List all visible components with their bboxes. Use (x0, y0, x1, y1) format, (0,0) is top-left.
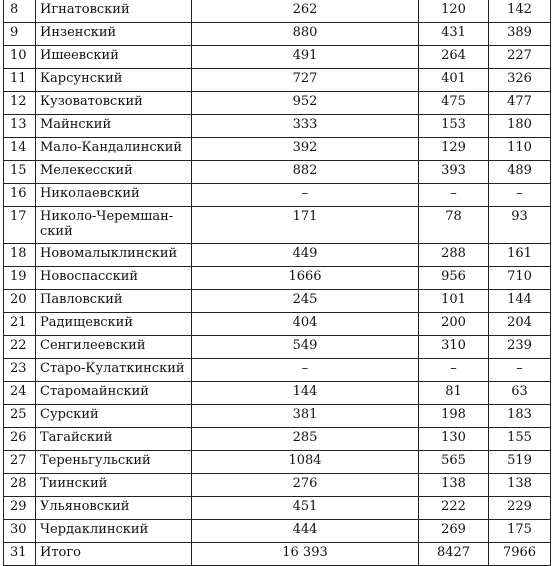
total-value-cell: 880 (192, 23, 419, 46)
first-value-cell: 310 (419, 336, 489, 359)
first-value-cell: 956 (419, 267, 489, 290)
second-value-cell: – (489, 184, 551, 207)
table-row (4, 46, 551, 69)
first-value-cell: 264 (419, 46, 489, 69)
district-name-cell: Инзенский (36, 23, 192, 46)
row-number-cell: 8 (4, 0, 36, 23)
district-name-cell: Новоспасский (36, 267, 192, 290)
second-value-cell: – (489, 359, 551, 382)
district-name-cell: Игнатовский (36, 0, 192, 23)
row-number-cell: 26 (4, 428, 36, 451)
row-number-cell: 29 (4, 497, 36, 520)
row-number-cell: 31 (4, 543, 36, 566)
table-row (4, 115, 551, 138)
second-value-cell: 93 (489, 207, 551, 244)
district-name-cell: Мелекесский (36, 161, 192, 184)
total-value-cell: 549 (192, 336, 419, 359)
district-name-cell: Майнский (36, 115, 192, 138)
table-row (4, 69, 551, 92)
first-value-cell: 8427 (419, 543, 489, 566)
total-value-cell: 392 (192, 138, 419, 161)
row-number-cell: 12 (4, 92, 36, 115)
table-row (4, 184, 551, 207)
first-value-cell: 129 (419, 138, 489, 161)
table-row (4, 543, 551, 566)
table-row (4, 336, 551, 359)
total-value-cell: 276 (192, 474, 419, 497)
table-row (4, 474, 551, 497)
first-value-cell: 200 (419, 313, 489, 336)
total-value-cell: 952 (192, 92, 419, 115)
second-value-cell: 477 (489, 92, 551, 115)
first-value-cell: 288 (419, 244, 489, 267)
row-number-cell: 10 (4, 46, 36, 69)
first-value-cell: 101 (419, 290, 489, 313)
row-number-cell: 13 (4, 115, 36, 138)
district-name-cell: Чердаклинский (36, 520, 192, 543)
second-value-cell: 227 (489, 46, 551, 69)
first-value-cell: – (419, 184, 489, 207)
table-row (4, 497, 551, 520)
row-number-cell: 28 (4, 474, 36, 497)
district-name-cell: Радищевский (36, 313, 192, 336)
first-value-cell: 393 (419, 161, 489, 184)
row-number-cell: 15 (4, 161, 36, 184)
table-row (4, 267, 551, 290)
table-row (4, 138, 551, 161)
table-row (4, 428, 551, 451)
district-name-cell: Мало-Кандалинский (36, 138, 192, 161)
total-value-cell: 449 (192, 244, 419, 267)
row-number-cell: 22 (4, 336, 36, 359)
first-value-cell: 401 (419, 69, 489, 92)
second-value-cell: 229 (489, 497, 551, 520)
row-number-cell: 16 (4, 184, 36, 207)
row-number-cell: 11 (4, 69, 36, 92)
second-value-cell: 710 (489, 267, 551, 290)
table-row (4, 451, 551, 474)
district-name-cell: Тагайский (36, 428, 192, 451)
district-name-cell: Старо-Кулаткинский (36, 359, 192, 382)
first-value-cell: 81 (419, 382, 489, 405)
first-value-cell: 269 (419, 520, 489, 543)
second-value-cell: 155 (489, 428, 551, 451)
row-number-cell: 30 (4, 520, 36, 543)
second-value-cell: 7966 (489, 543, 551, 566)
first-value-cell: 130 (419, 428, 489, 451)
total-value-cell: 727 (192, 69, 419, 92)
district-name-cell: Николо-Черемшан- ский (36, 207, 192, 244)
total-value-cell: 285 (192, 428, 419, 451)
second-value-cell: 326 (489, 69, 551, 92)
second-value-cell: 142 (489, 0, 551, 23)
second-value-cell: 144 (489, 290, 551, 313)
row-number-cell: 24 (4, 382, 36, 405)
first-value-cell: 431 (419, 23, 489, 46)
district-name-cell: Старомайнский (36, 382, 192, 405)
table-row (4, 207, 551, 244)
district-name-cell: Павловский (36, 290, 192, 313)
table-row (4, 405, 551, 428)
first-value-cell: 475 (419, 92, 489, 115)
row-number-cell: 18 (4, 244, 36, 267)
row-number-cell: 19 (4, 267, 36, 290)
row-number-cell: 14 (4, 138, 36, 161)
district-name-cell: Итого (36, 543, 192, 566)
row-number-cell: 21 (4, 313, 36, 336)
district-name-cell: Ульяновский (36, 497, 192, 520)
row-number-cell: 23 (4, 359, 36, 382)
district-table-body (4, 0, 551, 566)
row-number-cell: 27 (4, 451, 36, 474)
district-name-cell: Карсунский (36, 69, 192, 92)
total-value-cell: 16 393 (192, 543, 419, 566)
district-name-cell: Ишеевский (36, 46, 192, 69)
first-value-cell: 153 (419, 115, 489, 138)
district-name-cell: Новомалыклинский (36, 244, 192, 267)
table-row (4, 92, 551, 115)
table-row (4, 313, 551, 336)
total-value-cell: 381 (192, 405, 419, 428)
first-value-cell: – (419, 359, 489, 382)
second-value-cell: 161 (489, 244, 551, 267)
total-value-cell: 144 (192, 382, 419, 405)
second-value-cell: 138 (489, 474, 551, 497)
total-value-cell: – (192, 359, 419, 382)
table-row (4, 161, 551, 184)
row-number-cell: 9 (4, 23, 36, 46)
district-table (3, 0, 551, 566)
row-number-cell: 17 (4, 207, 36, 244)
total-value-cell: 1666 (192, 267, 419, 290)
total-value-cell: 491 (192, 46, 419, 69)
total-value-cell: 262 (192, 0, 419, 23)
total-value-cell: 1084 (192, 451, 419, 474)
second-value-cell: 389 (489, 23, 551, 46)
district-name-cell: Николаевский (36, 184, 192, 207)
second-value-cell: 63 (489, 382, 551, 405)
total-value-cell: 333 (192, 115, 419, 138)
district-name-cell: Тереньгульский (36, 451, 192, 474)
table-row (4, 244, 551, 267)
second-value-cell: 183 (489, 405, 551, 428)
second-value-cell: 175 (489, 520, 551, 543)
table-row (4, 359, 551, 382)
table-row (4, 520, 551, 543)
district-name-cell: Кузоватовский (36, 92, 192, 115)
table-row (4, 23, 551, 46)
total-value-cell: 171 (192, 207, 419, 244)
row-number-cell: 25 (4, 405, 36, 428)
first-value-cell: 198 (419, 405, 489, 428)
district-name-cell: Тиинский (36, 474, 192, 497)
second-value-cell: 489 (489, 161, 551, 184)
row-number-cell: 20 (4, 290, 36, 313)
table-row (4, 382, 551, 405)
district-name-cell: Сенгилеевский (36, 336, 192, 359)
total-value-cell: – (192, 184, 419, 207)
second-value-cell: 180 (489, 115, 551, 138)
second-value-cell: 110 (489, 138, 551, 161)
total-value-cell: 882 (192, 161, 419, 184)
second-value-cell: 239 (489, 336, 551, 359)
total-value-cell: 404 (192, 313, 419, 336)
table-row (4, 0, 551, 23)
first-value-cell: 138 (419, 474, 489, 497)
second-value-cell: 519 (489, 451, 551, 474)
first-value-cell: 78 (419, 207, 489, 244)
first-value-cell: 120 (419, 0, 489, 23)
first-value-cell: 565 (419, 451, 489, 474)
second-value-cell: 204 (489, 313, 551, 336)
total-value-cell: 451 (192, 497, 419, 520)
total-value-cell: 245 (192, 290, 419, 313)
table-row (4, 290, 551, 313)
first-value-cell: 222 (419, 497, 489, 520)
total-value-cell: 444 (192, 520, 419, 543)
district-name-cell: Сурский (36, 405, 192, 428)
